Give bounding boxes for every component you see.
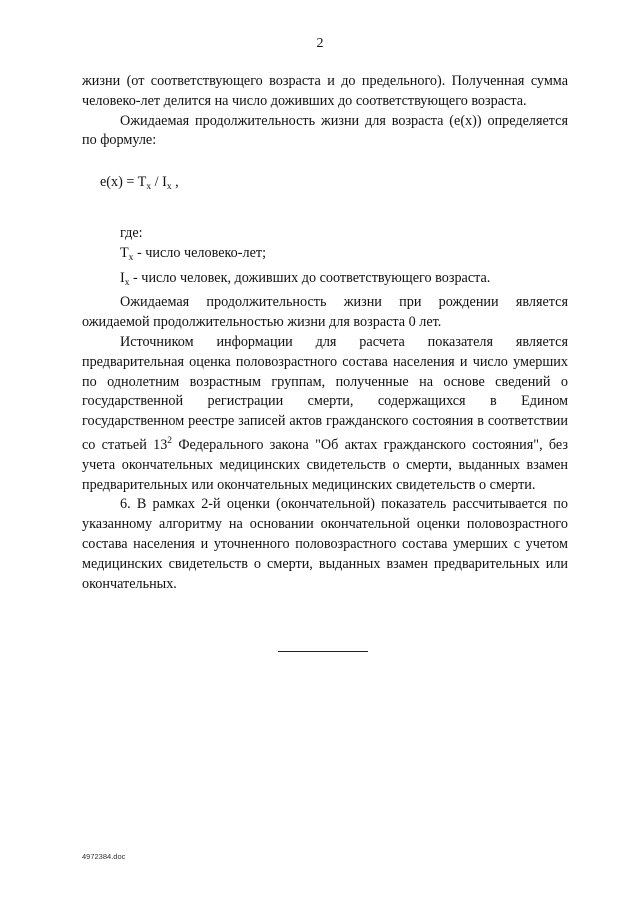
formula-sub-2: x [166,182,172,193]
definition-t-symbol: T [120,244,129,261]
paragraph-2: Ожидаемая продолжительность жизни для возраста (e(x)) определяется по формуле: [82,112,568,149]
paragraph-4-start: Источником информации для расчета показателя является предварительная оценка половозрастного состава населения и число умерших по однолетним возрастным группам, полученные на основе сведений о государственной регистрации смерти, содержащихся в Едином государственном реестре записей актов гражданского состояния в соответствии со статьей 13 [82,333,568,453]
definition-i-text: - число человек, доживших до соответствующего возраста. [129,269,491,286]
paragraph-4 [82,333,568,495]
where-label: где: [120,224,143,241]
definition-t [82,244,568,269]
definition-i [82,269,568,294]
paragraph-3: Ожидаемая продолжительность жизни при рождении является ожидаемой продолжительностью жизни для возраста 0 лет. [82,294,568,331]
end-divider [278,651,368,652]
formula [82,173,568,198]
footer-filename: 4972384.doc [82,852,126,861]
definition-t-sub: x [128,252,134,263]
definition-i-symbol: I [120,269,125,286]
paragraph-5: 6. В рамках 2-й оценки (окончательной) показатель рассчитывается по указанному алгоритму на основании окончательной оценки половозрастного состава населения и уточненного половозрастного состава умерших с учетом медицинских свидетельств о смерти, выданных взамен предварительных или окончательных. [82,496,568,592]
formula-tail: , [171,174,179,191]
formula-sub-1: x [146,182,152,193]
paragraph-1: жизни (от соответствующего возраста и до предельного). Полученная сумма человеко-лет делится на число доживших до соответствующего возраста. [82,73,568,109]
formula-mid: / I [151,174,167,191]
definition-i-sub: x [124,277,130,288]
definition-t-text: - число человеко-лет; [133,244,267,261]
document-body [82,72,568,594]
paragraph-4-superscript: 2 [167,435,173,446]
page-number: 2 [316,36,324,51]
formula-lhs: e(x) = T [100,174,147,191]
paragraph-4-end: Федерального закона "Об актах гражданского состояния", без учета окончательных медицинских свидетельств о смерти, выданных взамен предварительных или окончательных медицинских свидетельств о смерти. [82,436,568,493]
